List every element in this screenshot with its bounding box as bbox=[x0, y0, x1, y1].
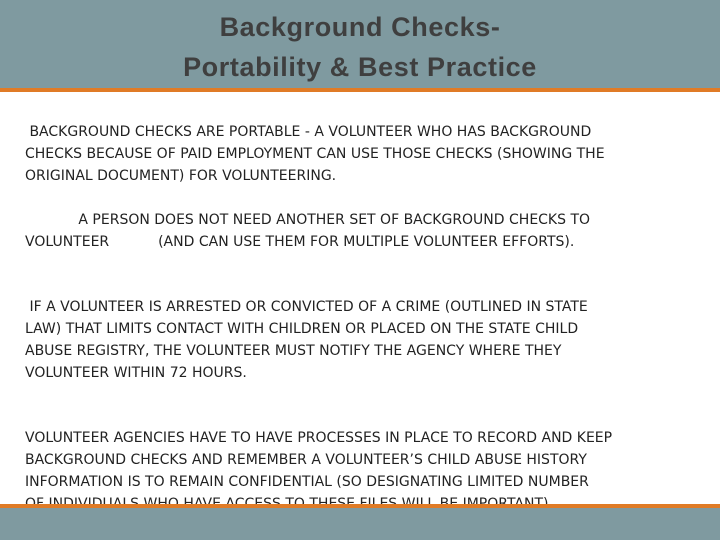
slide-title-line-1: Background Checks- bbox=[219, 12, 501, 42]
paragraph-portability: BACKGROUND CHECKS ARE PORTABLE - A VOLUNTEER WHO HAS BACKGROUND CHECKS BECAUSE OF PAID EMPLOYMENT CAN USE THOSE CHECKS (SHOWING THE ORIGINAL DOCUMENT) FOR VOLUNTEERING. bbox=[25, 124, 605, 184]
paragraph-agency-processes: VOLUNTEER AGENCIES HAVE TO HAVE PROCESSES IN PLACE TO RECORD AND KEEP BACKGROUND CHECKS AND REMEMBER A VOLUNTEER’S CHILD ABUSE HISTORY INFORMATION IS TO REMAIN CONFIDENTIAL (SO DESIGNATING LIMITED NUMBER bbox=[25, 430, 613, 490]
slide-title-line-2: Portability & Best Practice bbox=[183, 52, 537, 82]
paragraph-notify-agency: IF A VOLUNTEER IS ARRESTED OR CONVICTED OF A CRIME (OUTLINED IN STATE LAW) THAT LIMITS CONTACT WITH CHILDREN OR PLACED ON THE STATE CHILD ABUSE REGISTRY, THE VOLUNTEER MUST NOTIFY THE AGENCY WHERE THEY VOLUNTEER WITHIN 72 HOURS. bbox=[25, 299, 588, 381]
footer-band bbox=[0, 508, 720, 540]
header-accent-bar bbox=[0, 88, 720, 92]
title-banner bbox=[0, 0, 720, 88]
paragraph-no-new-checks: A PERSON DOES NOT NEED ANOTHER SET OF BACKGROUND CHECKS TO VOLUNTEER (AND CAN USE THEM FOR MULTIPLE VOLUNTEER EFFORTS). bbox=[25, 212, 591, 250]
